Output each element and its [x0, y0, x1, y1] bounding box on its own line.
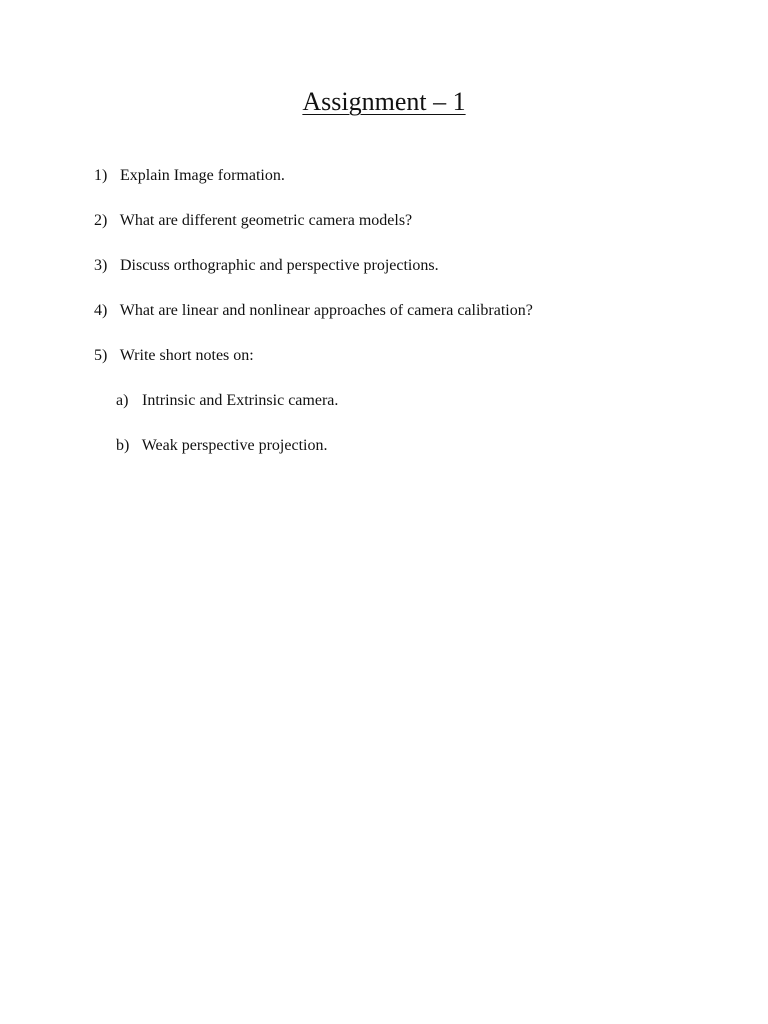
question-text: Discuss orthographic and perspective projections.	[120, 257, 439, 274]
question-1	[94, 166, 285, 186]
question-number: 2)	[94, 212, 108, 229]
question-2	[94, 211, 412, 231]
question-3	[94, 256, 439, 276]
question-text: What are different geometric camera models?	[119, 212, 413, 229]
assignment-title	[0, 86, 768, 118]
question-text: Write short notes on:	[119, 347, 254, 364]
assignment-title-text: Assignment – 1	[302, 87, 466, 116]
subitem-text: Intrinsic and Extrinsic camera.	[142, 392, 339, 409]
question-number: 4)	[94, 302, 108, 319]
question-number: 5)	[94, 347, 108, 364]
question-number: 1)	[94, 167, 108, 184]
question-text: Explain Image formation.	[120, 167, 285, 184]
question-5	[94, 346, 254, 366]
subitem-a	[116, 391, 338, 411]
subitem-letter: b)	[116, 437, 130, 454]
subitem-b	[116, 436, 327, 456]
question-number: 3)	[94, 257, 108, 274]
question-4	[94, 301, 533, 321]
subitem-letter: a)	[116, 392, 129, 409]
question-text: What are linear and nonlinear approaches of camera calibration?	[119, 302, 533, 319]
subitem-text: Weak perspective projection.	[141, 437, 328, 454]
